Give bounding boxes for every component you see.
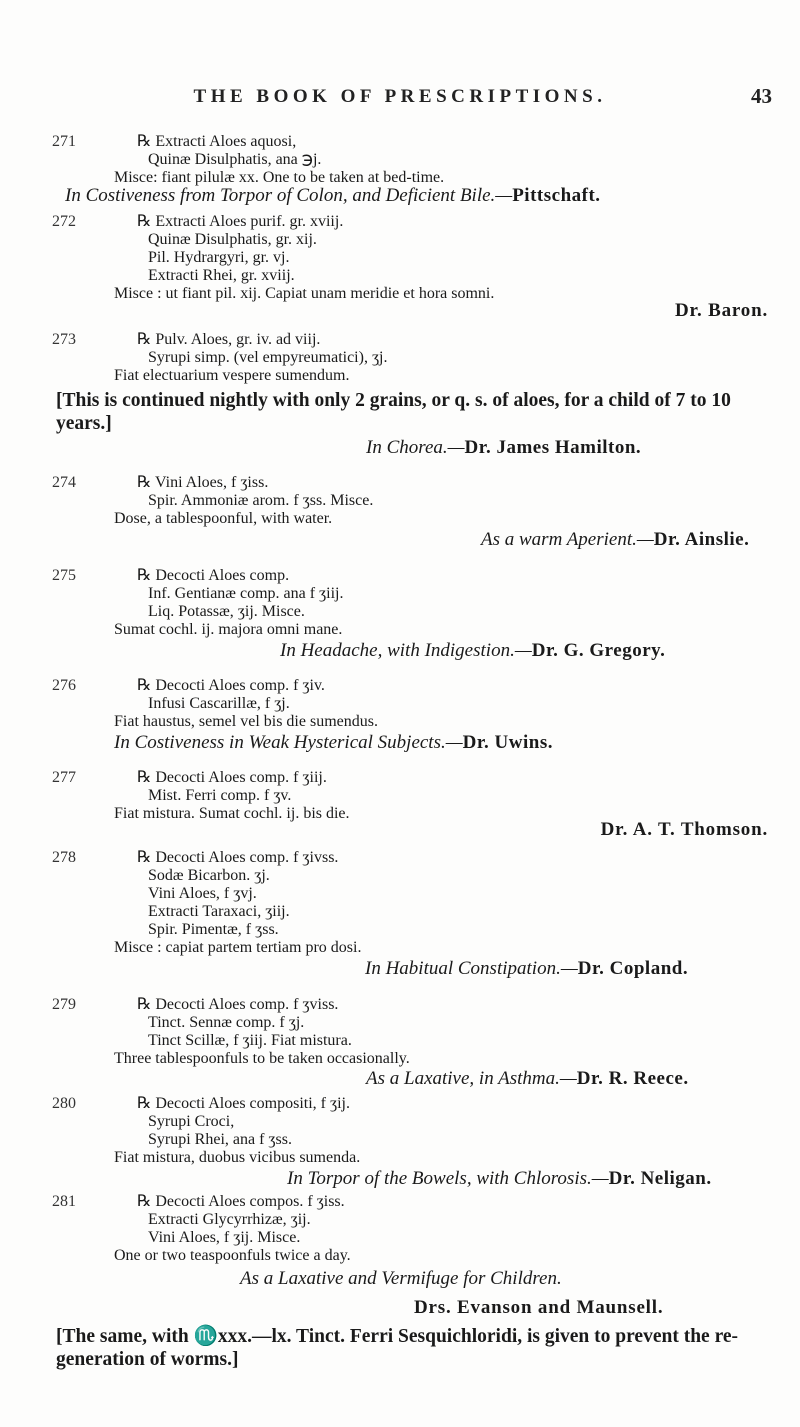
prescription-number: 279 (52, 996, 76, 1013)
section-heading: As a warm Aperient.—Dr. Ainslie. (481, 529, 750, 550)
prescription-line: Liq. Potassæ, ʒij. Misce. (148, 603, 305, 620)
section-heading: In Headache, with Indigestion.—Dr. G. Gregory. (280, 640, 666, 661)
prescription-number: 274 (52, 474, 76, 491)
prescription-line: Dose, a tablespoonful, with water. (114, 510, 333, 527)
prescription-line: ℞ Decocti Aloes comp. f ʒviss. (137, 996, 339, 1013)
prescription-number: 277 (52, 769, 76, 786)
prescription-number: 272 (52, 213, 76, 230)
prescription-number: 273 (52, 331, 76, 348)
prescription-line: Fiat haustus, semel vel bis die sumendus. (114, 713, 378, 730)
prescription-line: Syrupi simp. (vel empyreumatici), ʒj. (148, 349, 388, 366)
prescription-line: Fiat mistura. Sumat cochl. ij. bis die. (114, 805, 350, 822)
section-heading: As a Laxative, in Asthma.—Dr. R. Reece. (366, 1068, 689, 1089)
prescription-line: One or two teaspoonfuls twice a day. (114, 1247, 351, 1264)
prescription-line: Spir. Ammoniæ arom. f ʒss. Misce. (148, 492, 374, 509)
prescription-line: ℞ Decocti Aloes comp. f ʒiij. (137, 769, 327, 786)
prescription-line: Vini Aloes, f ʒvj. (148, 885, 257, 902)
prescription-line: Mist. Ferri comp. f ʒv. (148, 787, 292, 804)
prescription-line: Extracti Glycyrrhizæ, ʒij. (148, 1211, 311, 1228)
prescription-line: Fiat electuarium vespere sumendum. (114, 367, 350, 384)
prescription-line: ℞ Decocti Aloes compos. f ʒiss. (137, 1193, 345, 1210)
prescription-number: 278 (52, 849, 76, 866)
editorial-note: [This is continued nightly with only 2 grains, or q. s. of aloes, for a child of 7 to 10 years.] (56, 390, 731, 434)
author-attribution: Dr. Baron. (675, 300, 768, 321)
section-heading: In Torpor of the Bowels, with Chlorosis.—Dr. Neligan. (287, 1168, 712, 1189)
prescription-line: Extracti Taraxaci, ʒiij. (148, 903, 290, 920)
prescription-line: Misce : ut fiant pil. xij. Capiat unam meridie et hora somni. (114, 285, 495, 302)
prescription-line: Quinæ Disulphatis, ana ℈j. (148, 151, 322, 168)
prescription-line: Fiat mistura, duobus vicibus sumenda. (114, 1149, 361, 1166)
prescription-line: Extracti Rhei, gr. xviij. (148, 267, 295, 284)
section-heading: In Habitual Constipation.—Dr. Copland. (365, 958, 689, 979)
prescription-line: Misce: fiant pilulæ xx. One to be taken at bed-time. (114, 169, 445, 186)
section-heading: As a Laxative and Vermifuge for Children. (240, 1268, 562, 1289)
prescription-line: Syrupi Croci, (148, 1113, 235, 1130)
prescription-line: Syrupi Rhei, ana f ʒss. (148, 1131, 292, 1148)
prescription-line: Infusi Cascarillæ, f ʒj. (148, 695, 290, 712)
author-attribution: Dr. A. T. Thomson. (600, 819, 768, 840)
prescription-line: Misce : capiat partem tertiam pro dosi. (114, 939, 362, 956)
editorial-note: [The same, with ♏xxx.—lx. Tinct. Ferri Sesquichloridi, is given to prevent the re-generation of worms.] (56, 1326, 739, 1370)
prescription-line: Sodæ Bicarbon. ʒj. (148, 867, 270, 884)
section-heading: In Costiveness in Weak Hysterical Subjects.—Dr. Uwins. (114, 732, 553, 753)
prescription-line: ℞ Pulv. Aloes, gr. iv. ad viij. (137, 331, 321, 348)
prescription-line: Vini Aloes, f ʒij. Misce. (148, 1229, 301, 1246)
section-heading: In Chorea.—Dr. James Hamilton. (366, 437, 642, 458)
prescription-line: ℞ Vini Aloes, f ʒiss. (137, 474, 269, 491)
prescription-line: ℞ Decocti Aloes comp. f ʒivss. (137, 849, 339, 866)
prescription-line: ℞ Decocti Aloes comp. f ʒiv. (137, 677, 325, 694)
prescription-line: ℞ Extracti Aloes aquosi, (137, 133, 297, 150)
prescription-number: 275 (52, 567, 76, 584)
prescription-line: Inf. Gentianæ comp. ana f ʒiij. (148, 585, 344, 602)
prescription-line: Quinæ Disulphatis, gr. xij. (148, 231, 317, 248)
running-head: THE BOOK OF PRESCRIPTIONS. (193, 86, 607, 107)
author-attribution: Drs. Evanson and Maunsell. (414, 1297, 664, 1318)
prescription-line: ℞ Extracti Aloes purif. gr. xviij. (137, 213, 344, 230)
section-heading: In Costiveness from Torpor of Colon, and Deficient Bile.—Pittschaft. (65, 185, 601, 206)
prescription-number: 271 (52, 133, 76, 150)
prescription-number: 281 (52, 1193, 76, 1210)
page-number: 43 (751, 84, 772, 108)
prescription-line: ℞ Decocti Aloes comp. (137, 567, 290, 584)
prescription-line: Tinct Scillæ, f ʒiij. Fiat mistura. (148, 1032, 352, 1049)
prescription-line: Spir. Pimentæ, f ʒss. (148, 921, 279, 938)
prescription-number: 276 (52, 677, 76, 694)
prescription-line: Tinct. Sennæ comp. f ʒj. (148, 1014, 305, 1031)
prescription-number: 280 (52, 1095, 76, 1112)
prescription-line: Three tablespoonfuls to be taken occasionally. (114, 1050, 410, 1067)
prescription-line: ℞ Decocti Aloes compositi, f ʒij. (137, 1095, 350, 1112)
prescription-line: Sumat cochl. ij. majora omni mane. (114, 621, 343, 638)
prescription-line: Pil. Hydrargyri, gr. vj. (148, 249, 290, 266)
